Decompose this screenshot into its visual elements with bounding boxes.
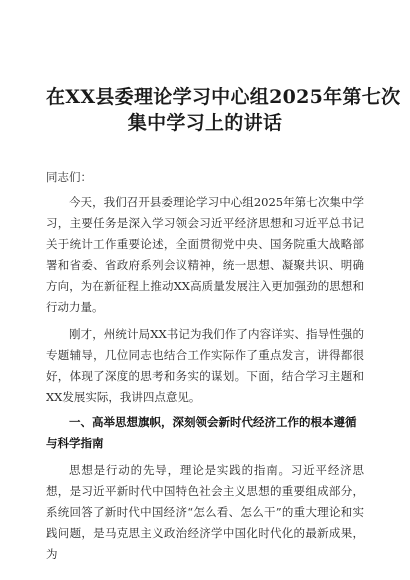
section-heading-1: 一、高举思想旗帜，深刻领会新时代经济工作的根本遵循与科学指南 — [46, 415, 357, 450]
title-line-2: 集中学习上的讲话 — [127, 112, 283, 134]
paragraph-1: 今天，我们召开县委理论学习中心组2025年第七次集中学习，主要任务是深入学习领会习近平经济思想和习近平总书记关于统计工作重要论述，全面贯彻党中央、国务院重大战略部署和省委、省政府系列会议精神，统一思想、凝聚共识、明确方向，为在新征程上推动XX高质量发展注入更加强劲的思想和行动力量。 — [46, 195, 364, 314]
document-title — [46, 0, 401, 136]
title-line-1: 在XX县委理论学习中心组2025年第七次 — [46, 86, 401, 108]
greeting: 同志们： — [46, 170, 92, 184]
section-1-paragraph: 思想是行动的先导，理论是实践的指南。习近平经济思想，是习近平新时代中国特色社会主义思想的重要组成部分，系统回答了新时代中国经济“怎么看、怎么干”的重大理论和实践问题，是马克思主义政治经济学中国化时代化的最新成果，为 — [46, 463, 364, 561]
paragraph-2: 刚才，州统计局XX书记为我们作了内容详实、指导性强的专题辅导，几位同志也结合工作实际作了重点发言，讲得都很好，体现了深度的思考和务实的谋划。下面，结合学习主题和XX发展实际，我讲四点意见。 — [46, 327, 364, 404]
